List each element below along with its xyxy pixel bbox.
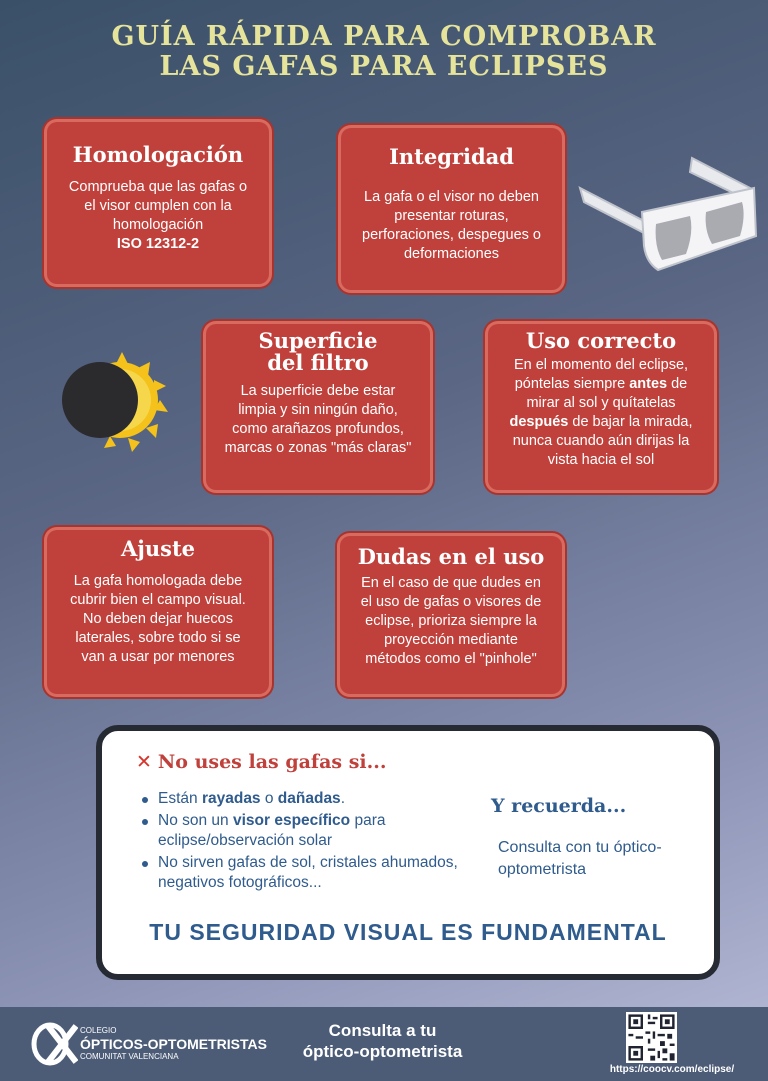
footer [0, 1007, 768, 1081]
card-superficie-heading-line1: Superficie [258, 328, 378, 353]
cross-mark-icon: ✕ [136, 751, 152, 773]
footer-url[interactable]: https://coocv.com/eclipse/ [609, 1064, 735, 1075]
logo-line-3: COMUNITAT VALENCIANA [80, 1052, 179, 1061]
eclipse-glasses-icon [572, 150, 762, 280]
remember-title: Y recuerda... [491, 795, 627, 817]
uso-text-b: de mirar al sol y quítatelas [526, 376, 688, 411]
warning-title-text: No uses las gafas si... [157, 751, 387, 773]
logo-line-2: ÓPTICOS-OPTOMETRISTAS [80, 1036, 267, 1052]
warning-item-1-bold-rayadas: rayadas [201, 790, 261, 807]
title-line-1: GUÍA RÁPIDA PARA COMPROBAR [111, 21, 657, 52]
card-integridad [341, 128, 562, 290]
card-superficie-heading-line2: del filtro [267, 350, 369, 375]
card-homologacion [47, 122, 269, 284]
solar-eclipse-icon [52, 352, 172, 452]
warning-item-1-a: Están [158, 790, 202, 807]
uso-bold-despues: después [509, 414, 569, 430]
card-dudas [340, 536, 562, 694]
warning-box [96, 725, 720, 980]
warning-item-2 [158, 811, 478, 852]
warning-item-2-bold-visor: visor específico [232, 811, 351, 829]
card-uso-correcto-body [488, 356, 714, 470]
title-line-2: LAS GAFAS PARA ECLIPSES [159, 51, 609, 82]
card-ajuste [47, 530, 269, 694]
warning-title [136, 751, 386, 773]
uso-bold-antes: antes [629, 376, 668, 392]
iso-standard: ISO 12312-2 [116, 236, 200, 252]
card-superficie-text: La superficie debe estar limpia y sin ningún daño, como arañazos profundos, marcas o zonas "más claras" [224, 383, 412, 456]
warning-item-2-a: No son un [158, 811, 233, 829]
card-uso-correcto-heading: Uso correcto [525, 328, 677, 353]
card-homologacion-body [47, 178, 269, 254]
card-ajuste-heading: Ajuste [120, 536, 196, 561]
page-title [0, 22, 768, 82]
remember-text: Consulta con tu óptico-optometrista [498, 839, 662, 878]
warning-item-1-bold-danadas: dañadas [277, 790, 341, 807]
warning-item-3: No sirven gafas de sol, cristales ahumados, negativos fotográficos... [158, 853, 478, 894]
warning-item-1-e: . [340, 790, 345, 807]
college-logo-icon [30, 1022, 78, 1066]
logo-line-1: COLEGIO [80, 1026, 117, 1035]
card-superficie-heading [206, 330, 430, 374]
card-homologacion-heading: Homologación [72, 142, 244, 167]
qr-code-icon[interactable] [626, 1012, 677, 1063]
warning-item-1-c: o [260, 790, 278, 807]
card-uso-correcto [488, 324, 714, 490]
uso-text-a: En el momento del eclipse, póntelas siempre [513, 357, 689, 392]
card-ajuste-text: La gafa homologada debe cubrir bien el campo visual. No deben dejar huecos laterales, sobre todo si se van a usar por menores [70, 573, 246, 665]
safety-message: TU SEGURIDAD VISUAL ES FUNDAMENTAL [149, 919, 667, 945]
warning-item-1 [158, 789, 478, 810]
card-dudas-heading: Dudas en el uso [357, 544, 545, 569]
footer-message [270, 1020, 495, 1062]
card-dudas-text: En el caso de que dudes en el uso de gafas o visores de eclipse, prioriza siempre la proyección mediante métodos como el "pinhole" [360, 575, 542, 667]
card-homologacion-text: Comprueba que las gafas o el visor cumplen con la homologación [68, 179, 248, 233]
footer-message-line2: óptico-optometrista [302, 1042, 463, 1061]
warning-item-2-c: para eclipse/observación solar [158, 811, 386, 849]
card-integridad-text: La gafa o el visor no deben presentar roturas, perforaciones, despegues o deformaciones [362, 189, 541, 262]
uso-text-c: de bajar la mirada, nunca cuando aún dirijas la vista hacia el sol [512, 414, 693, 468]
card-superficie [206, 324, 430, 490]
footer-message-line1: Consulta a tu [328, 1021, 437, 1040]
warning-list [136, 789, 478, 895]
college-logo-text [80, 1026, 267, 1062]
card-integridad-heading: Integridad [389, 144, 514, 169]
